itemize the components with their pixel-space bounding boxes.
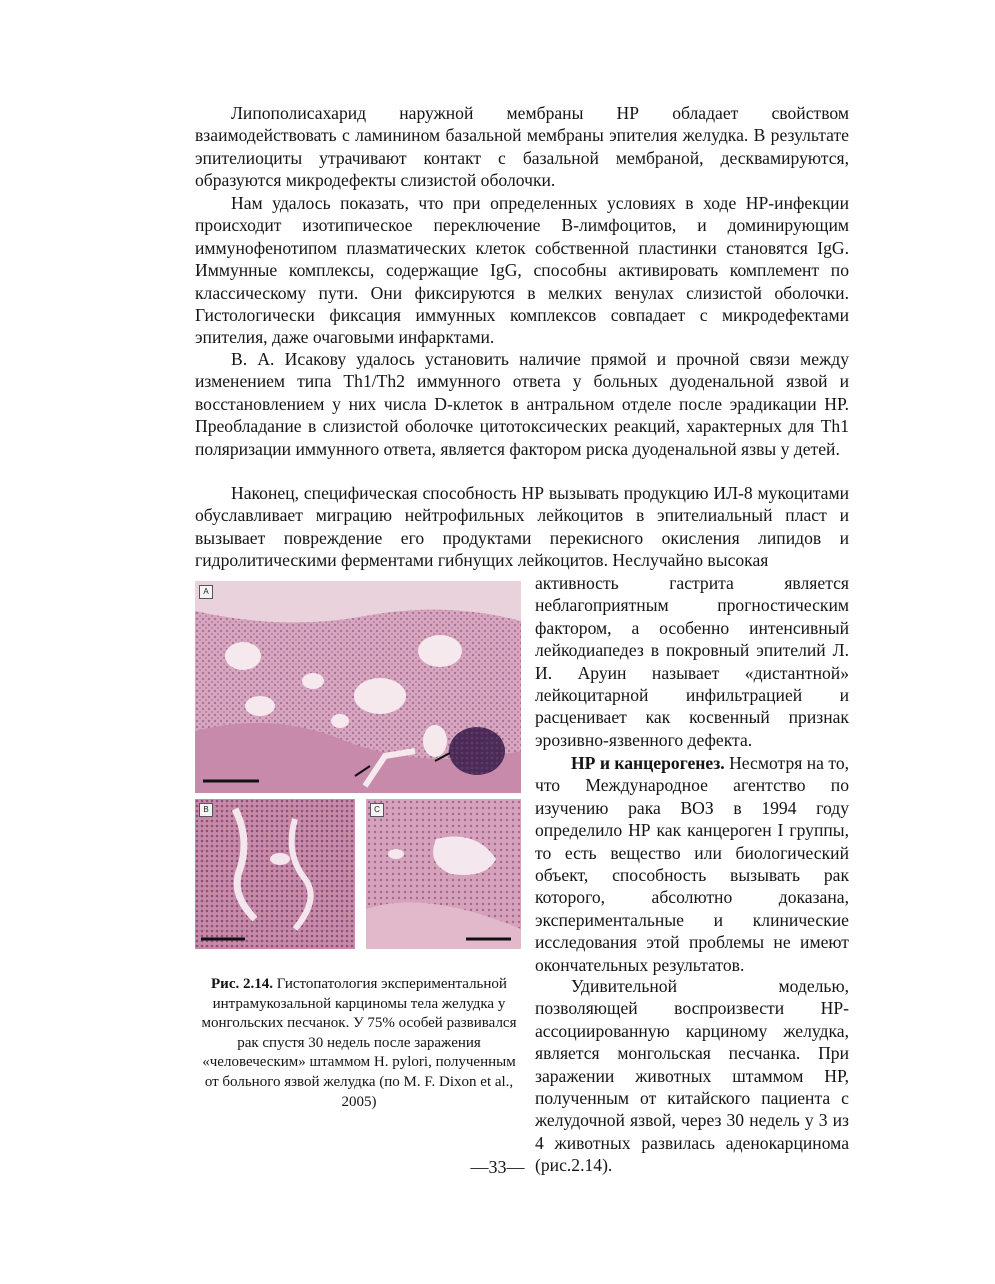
- figure-histology: [195, 581, 521, 967]
- caption-label: Рис. 2.14.: [211, 976, 273, 992]
- histology-panel-a: [195, 581, 521, 793]
- paragraph-th1-th2: В. А. Исакову удалось установить наличие прямой и прочной связи между изменением типа Th1/Th2 иммунного ответа у больных дуоденальной язвой и восстановлением у них числа D-клеток в антральном отделе после эрадикации НР. Преобладание в слизистой оболочке цитотоксических реакций, характерных для Th1 поляризации иммунного ответа, является фактором риска дуоденальной язвы у детей.: [195, 349, 849, 459]
- paragraph-lipopolysaccharide: Липополисахарид наружной мембраны НР обладает свойством взаимодействовать с ламинином базальной мембраны эпителия желудка. В результате эпителиоциты утрачивают контакт с базальной мембраной, десквамируются, образуются микродефекты слизистой оболочки.: [195, 103, 849, 191]
- paragraph-gerbil-model: Удивительной моделью, позволяющей воспроизвести НР-ассоциированную карциному желудка, является монгольская песчанка. При заражении животных штаммом НР, полученным от китайского пациента с желудочной язвой, через 30 недель у 3 из 4 животных развилась аденокарцинома (рис.2.14).: [535, 976, 849, 1176]
- panel-letter-c: C: [370, 803, 384, 817]
- paragraph-isotype-switching: Нам удалось показать, что при определенных условиях в ходе НР-инфекции происходит изотипическое переключение В-лимфоцитов, и доминирующим иммунофенотипом плазматических клеток собственной пластинки становятся IgG. Иммунные комплексы, содержащие IgG, способны активировать комплемент по классическому пути. Они фиксируются в мелких венулах слизистой оболочки. Гистологически фиксация иммунных комплексов совпадает с микродефектами эпителия, даже очаговыми инфарктами.: [195, 193, 849, 348]
- figure-caption: [196, 975, 522, 1112]
- histology-panel-b: [195, 799, 355, 949]
- panel-letter-b: B: [199, 803, 213, 817]
- page-number: —33—: [470, 1157, 525, 1177]
- paragraph-carcinogenesis: [535, 752, 849, 976]
- caption-text: Гистопатология экспериментальной интрамукозальной карциномы тела желудка у монгольских песчанок. У 75% особей развивался рак спустя 30 недель после заражения «человеческим» штаммом H. pylori, полученным от больного язвой желудка (по M. F. Dixon et al., 2005): [201, 976, 517, 1110]
- histology-panel-c: [366, 799, 521, 949]
- paragraph-il8-continued: активность гастрита является неблагоприятным прогностическим фактором, а особенно интенсивный лейкодиапедез в покровный эпителий Л. И. Аруин называет «дистантной» лейкоцитарной инфильтрацией и расценивает как косвенный признак эрозивно-язвенного дефекта.: [535, 573, 849, 750]
- section-heading-carcinogenesis: НР и канцерогенез.: [571, 753, 725, 773]
- histology-image-b: [195, 799, 355, 949]
- carcinogenesis-body: Несмотря на то, что Международное агентство по изучению рака ВОЗ в 1994 году определило НР как канцероген I группы, то есть вещество или биологический объект, способность вызывать рак которого, абсолютно доказана, экспериментальные и клинические исследования этой проблемы не имеют окончательных результатов.: [535, 753, 850, 975]
- histology-image-a: [195, 581, 521, 793]
- paragraph-il8-intro: Наконец, специфическая способность НР вызывать продукцию ИЛ-8 мукоцитами обуславливает миграцию нейтрофильных лейкоцитов в эпителиальный пласт и вызывает повреждение его продуктами перекисного окисления липидов и гидролитическими ферментами гибнущих лейкоцитов. Неслучайно высокая: [195, 483, 849, 571]
- panel-letter-a: A: [199, 585, 213, 599]
- histology-image-c: [366, 799, 521, 949]
